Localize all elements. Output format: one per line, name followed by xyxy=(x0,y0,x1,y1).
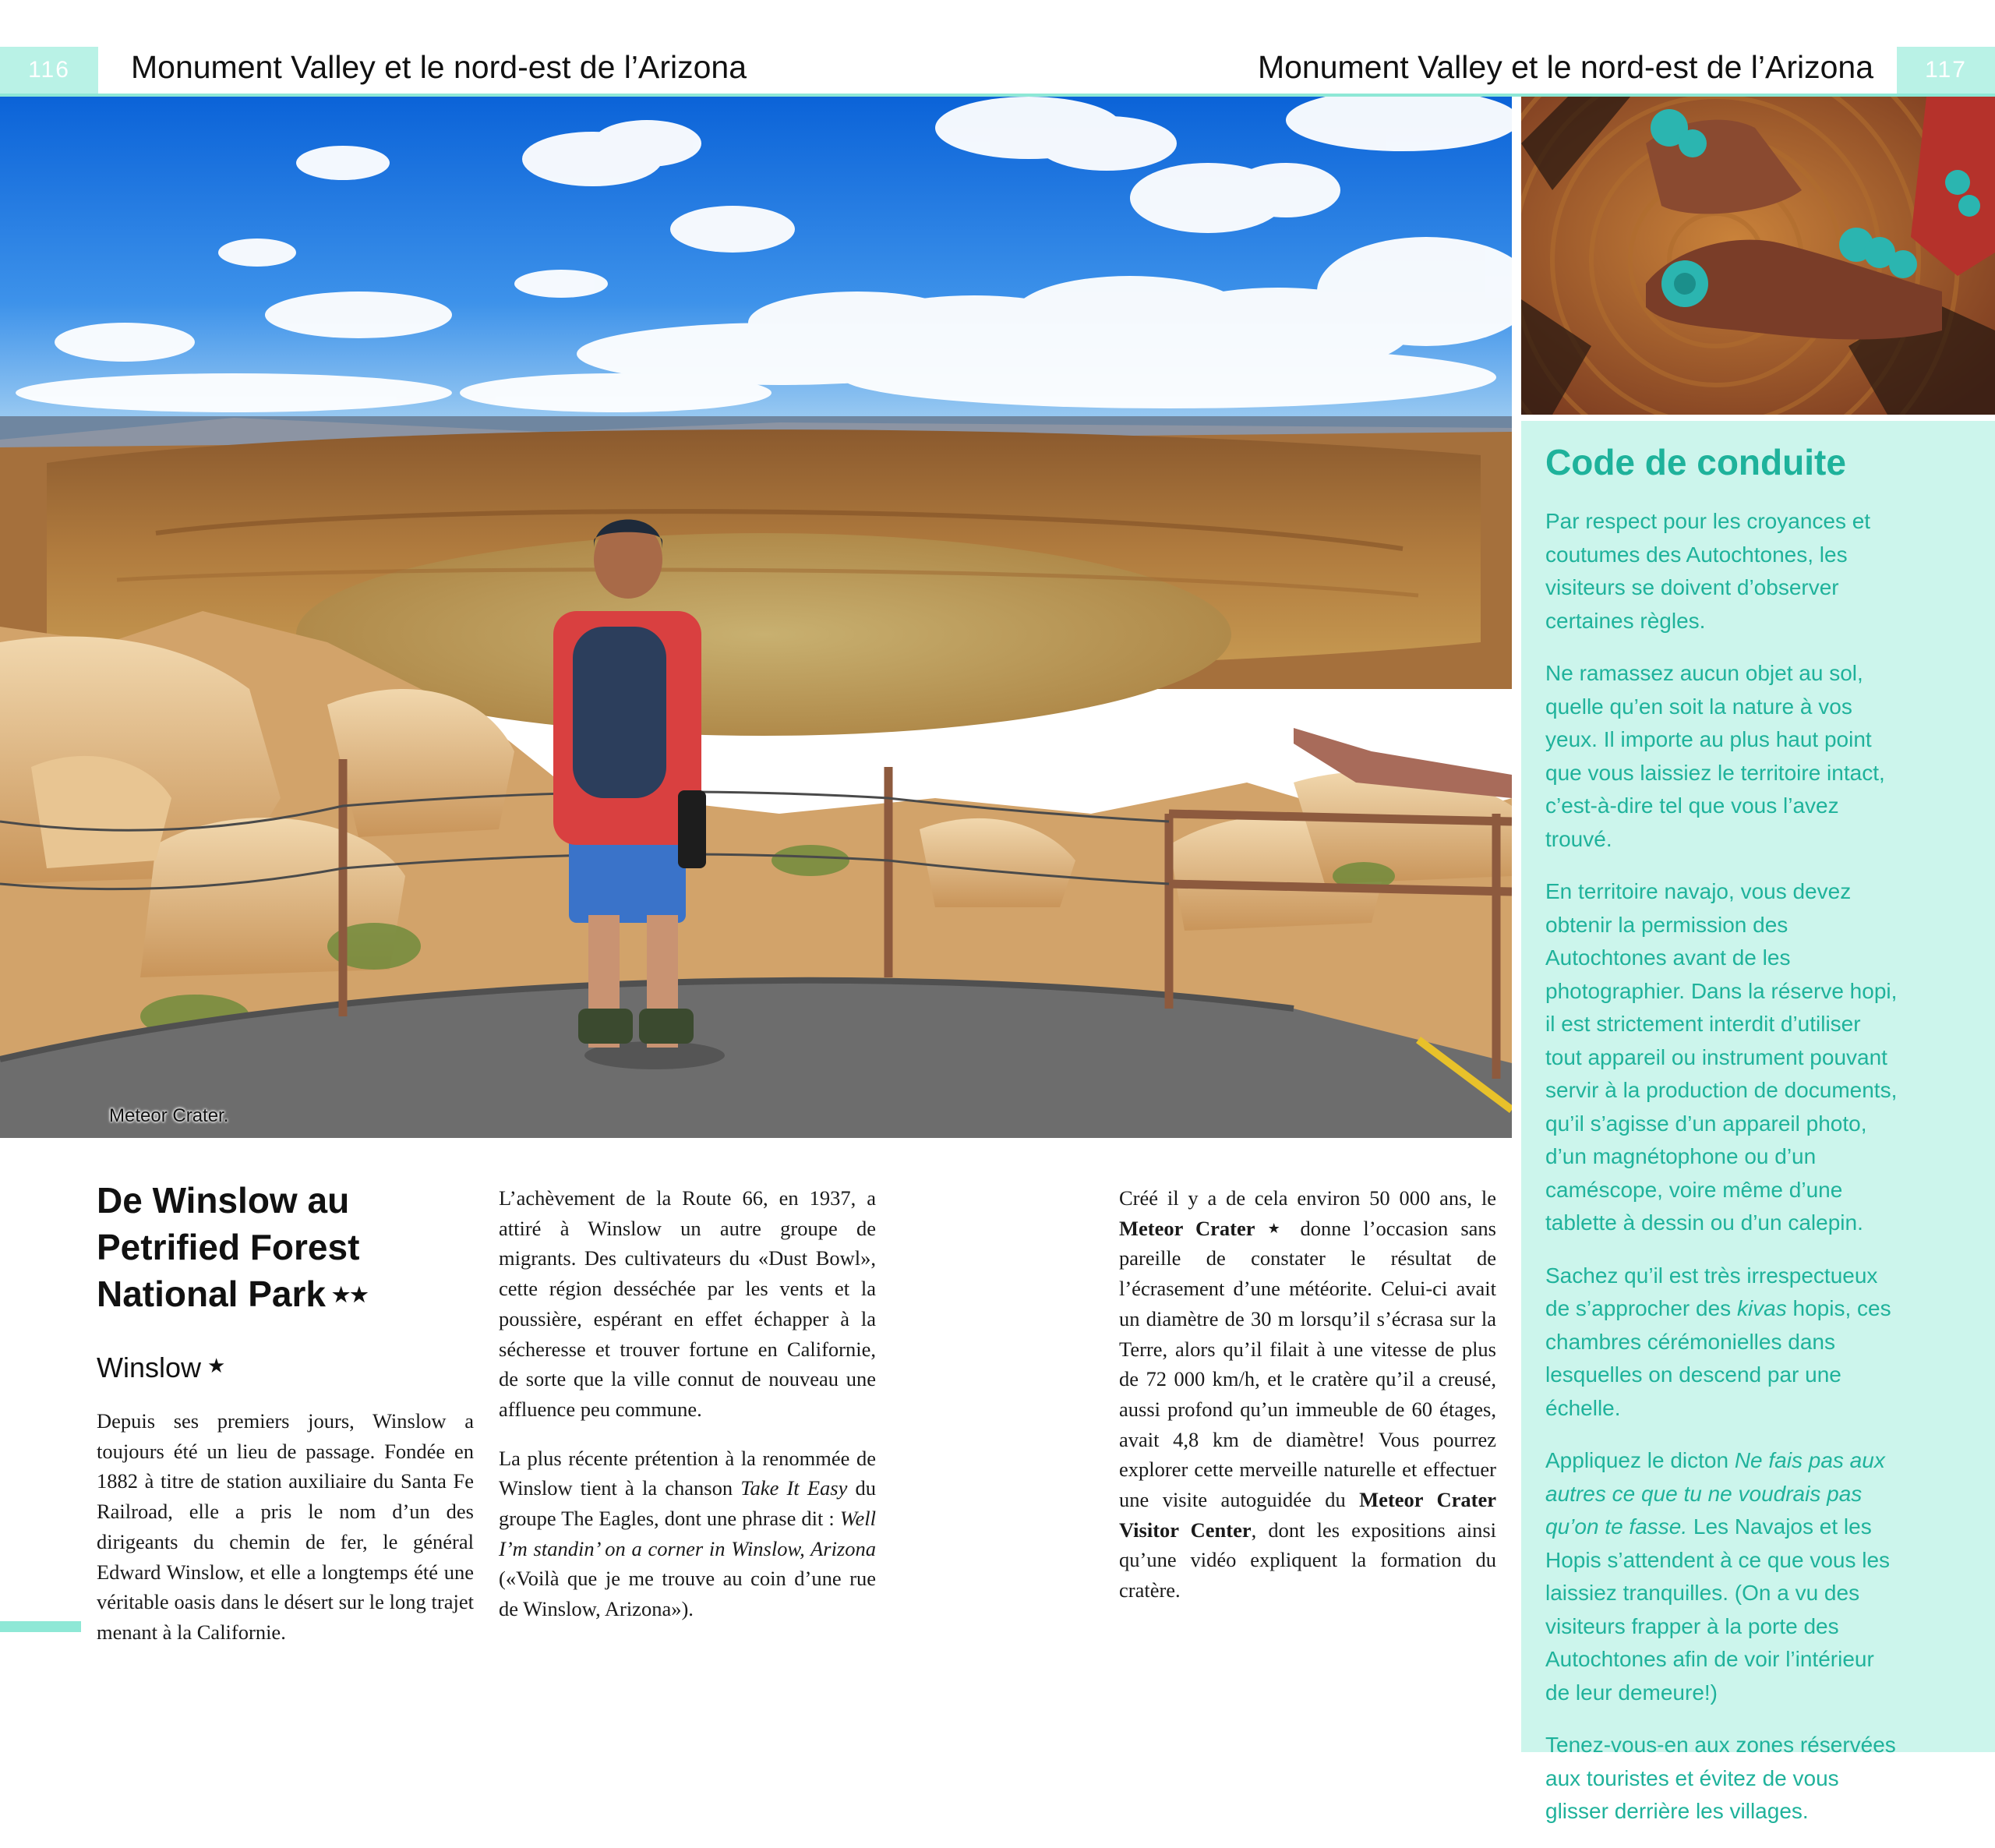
photo-caption: Meteor Crater. xyxy=(109,1105,229,1126)
sidebar-paragraph: Sachez qu’il est très irrespectueux de s’approcher des kivas hopis, ces chambres cérémonielles dans lesquelles on descend par une échelle. xyxy=(1545,1263,1891,1420)
section-title: De Winslow au Petrified Forest National Park ★★ xyxy=(97,1180,369,1314)
meteor-crater-photo xyxy=(0,97,1512,1138)
place-name: Meteor Crater xyxy=(1119,1216,1255,1240)
sidebar-paragraph: En territoire navajo, vous devez obtenir la permission des Autochtones avant de les photographier. Dans la réserve hopi, il est strictement interdit d’utiliser tout appareil ou instrument pouvant servir à la production de documents, qu’il s’agisse d’un appareil photo, d’un magnétophone ou d’un caméscope, voire même d’une tablette à dessin ou d’un calepin. xyxy=(1545,879,1898,1235)
body-column-3 xyxy=(1119,1183,1496,1624)
visitor-center-name: Meteor Crater Visitor Center xyxy=(1119,1488,1496,1542)
margin-tab xyxy=(0,1621,81,1632)
body-paragraph: Créé il y a de cela environ 50 000 ans, le Meteor Crater ★ donne l’occasion sans pareille de constater le résultat de l’écrasement d’une météorite. Celui-ci avait un diamètre de 30 m lorsqu’il s’écrasa sur la Terre, alors qu’il filait à une vitesse de plus de 72 000 km/h, et le cratère qu’il a creusé, aussi profond qu’un immeuble de 60 étages, avait 4,8 km de diamètre! Vous pourrez explorer cette merveille naturelle et effectuer une visite autoguidée du Meteor Crater Visitor Center, dont les expositions ainsi qu’une vidéo expliquent la formation du cratère. xyxy=(1119,1186,1496,1602)
sidebar-paragraph: Par respect pour les croyances et coutumes des Autochtones, les visiteurs se doivent d’observer certaines règles. xyxy=(1545,509,1871,633)
body-paragraph: La plus récente prétention à la renommée de Winslow tient à la chanson Take It Easy du groupe The Eagles, dont une phrase dit : Well I’m standin’ on a corner in Winslow, Arizona («Voilà que je me trouve au coin d’une rue de Winslow, Arizona»). xyxy=(499,1446,877,1621)
song-quote: Well I’m standin’ on a corner in Winslow, Arizona xyxy=(499,1507,876,1560)
body-paragraph: L’achèvement de la Route 66, en 1937, a attiré à Winslow un autre groupe de migrants. Des cultivateurs du «Dust Bowl», cette région desséchée par les vents et la poussière, espérant en effet échapper à la sécheresse et trouver fortune en Californie, de sorte que la ville connut de nouveau une affluence peu commune. xyxy=(499,1186,876,1421)
sidebar-text xyxy=(1545,505,1898,1848)
sidebar-title: Code de conduite xyxy=(1545,442,1846,482)
left-running-title: Monument Valley et le nord-est de l’Arizona xyxy=(131,49,747,85)
body-column-1 xyxy=(97,1406,474,1666)
saying: Ne fais pas aux autres ce que tu ne voudrais pas qu’on te fasse. xyxy=(1545,1448,1885,1539)
rating-star: ★ xyxy=(207,1354,226,1377)
song-title: Take It Easy xyxy=(740,1476,848,1500)
left-page-number: 116 xyxy=(0,47,98,94)
right-running-title: Monument Valley et le nord-est de l’Arizona xyxy=(1257,49,1873,85)
basket-hands-photo xyxy=(1521,97,1995,415)
body-paragraph: Depuis ses premiers jours, Winslow a toujours été un lieu de passage. Fondée en 1882 à titre de station auxiliaire du Santa Fe Railroad, elle a pris le nom d’un des dirigeants du chemin de fer, le général Edward Winslow, et elle a longtemps été une véritable oasis dans le désert sur le long trajet menant à la Californie. xyxy=(97,1409,474,1644)
sidebar-paragraph: Tenez-vous-en aux zones réservées aux touristes et évitez de vous glisser derrière les villages. xyxy=(1545,1733,1896,1823)
sidebar-paragraph: Ne ramassez aucun objet au sol, quelle qu’en soit la nature à vos yeux. Il importe au plus haut point que vous laissiez le territoire intact, c’est-à-dire tel que vous l’avez trouvé. xyxy=(1545,661,1885,851)
right-page-number: 117 xyxy=(1897,47,1995,94)
rating-stars: ★★ xyxy=(332,1283,369,1306)
sidebar-paragraph: Appliquez le dicton Ne fais pas aux autres ce que tu ne voudrais pas qu’on te fasse. Les Navajos et les Hopis s’attendent à ce que vous les laissiez tranquilles. (On a vu des visiteurs frapper à la porte des Autochtones afin de voir l’intérieur de leur demeure!) xyxy=(1545,1448,1891,1705)
kivas-term: kivas xyxy=(1736,1296,1787,1320)
subsection-title: Winslow ★ xyxy=(97,1352,226,1383)
body-column-2 xyxy=(499,1183,876,1643)
